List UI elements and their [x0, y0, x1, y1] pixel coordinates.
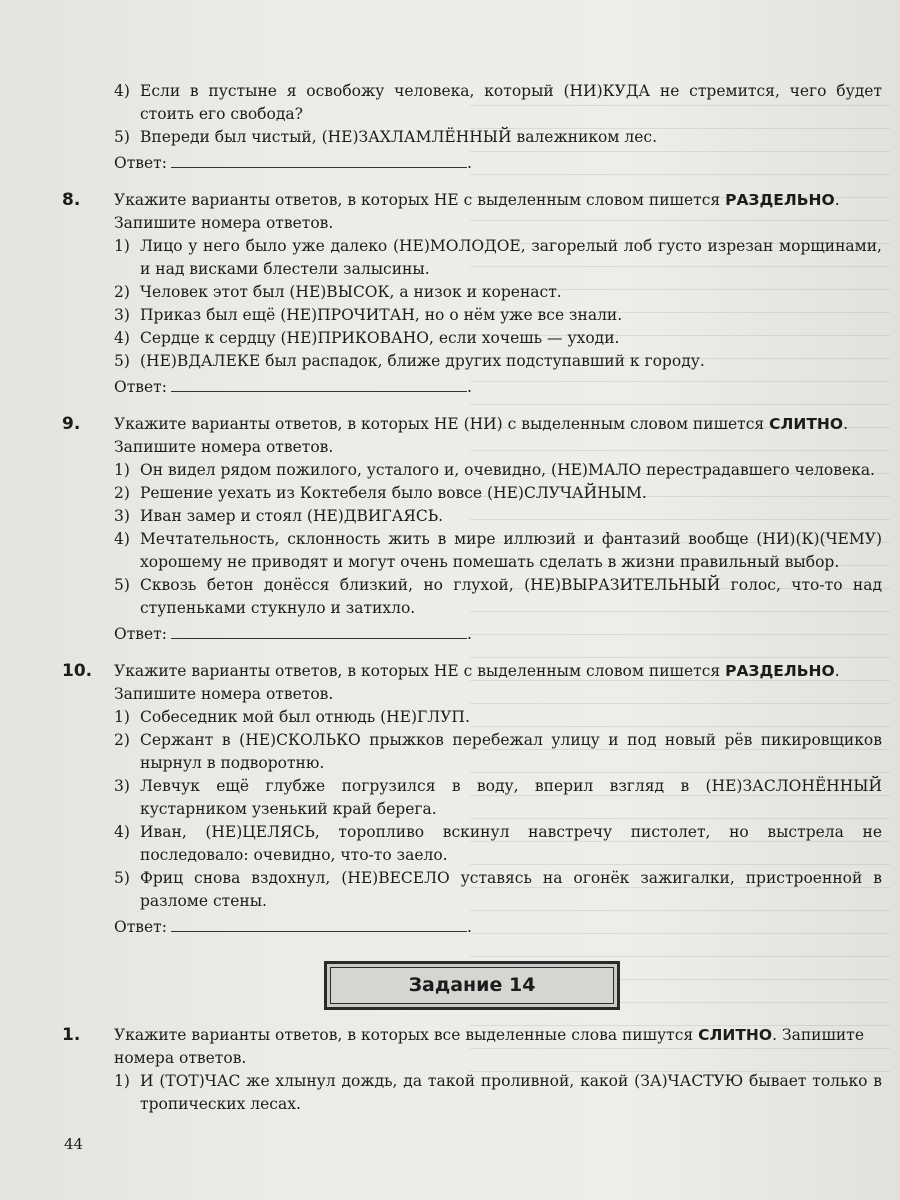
item-text: И (ТОТ)ЧАС же хлынул дождь, да такой проливной, какой (ЗА)ЧАСТУЮ бывает только в тропических лесах. [140, 1072, 882, 1113]
answer-line: Ответ: . [114, 625, 472, 643]
item-number: 2) [114, 731, 130, 749]
list-item [114, 126, 882, 149]
answer-label: Ответ: [114, 378, 167, 396]
item-number: 1) [114, 708, 130, 726]
item-text: Решение уехать из Коктебеля было вовсе (НЕ)СЛУЧАЙНЫМ. [140, 484, 647, 502]
item-text: Сердце к сердцу (НЕ)ПРИКОВАНО, если хочешь — уходи. [140, 329, 620, 347]
item-text: Он видел рядом пожилого, усталого и, очевидно, (НЕ)МАЛО перестрадавшего человека. [140, 461, 875, 479]
item-text: Собеседник мой был отнюдь (НЕ)ГЛУП. [140, 708, 470, 726]
item-number: 5) [114, 869, 130, 887]
item-text: Мечтательность, склонность жить в мире иллюзий и фантазий вообще (НИ)(К)(ЧЕМУ) хорошему не приводят и могут очень помешать сделать в жизни правильный выбор. [140, 530, 882, 571]
task-text: Укажите варианты ответов, в которых НЕ с выделенным словом пишется [114, 191, 726, 209]
task-text-end: . Запишите номера ответов. [114, 662, 840, 703]
item-text: Лицо у него было уже далеко (НЕ)МОЛОДОЕ, загорелый лоб густо изрезан морщинами, и над висками блестели залысины. [140, 237, 882, 278]
item-text: Иван замер и стоял (НЕ)ДВИГАЯСЬ. [140, 507, 444, 525]
list-item [114, 821, 882, 867]
item-text: Приказ был ещё (НЕ)ПРОЧИТАН, но о нём уже все знали. [140, 306, 623, 324]
question-task [62, 189, 882, 235]
question-number: 9. [62, 414, 81, 434]
question-9 [62, 413, 882, 646]
question-task [62, 413, 882, 459]
task-keyword: РАЗДЕЛЬНО [725, 662, 835, 680]
item-text: Если в пустыне я освобожу человека, который (НИ)КУДА не стремится, чего будет стоить его свобода? [140, 82, 882, 123]
item-text: Человек этот был (НЕ)ВЫСОК, а низок и коренаст. [140, 283, 562, 301]
item-text: Сержант в (НЕ)СКОЛЬКО прыжков перебежал улицу и под новый рёв пикировщиков нырнул в подворотню. [140, 731, 882, 772]
list-item [114, 327, 882, 350]
list-item [114, 482, 882, 505]
answer-label: Ответ: [114, 918, 167, 936]
answer-blank[interactable] [171, 153, 467, 168]
task-text: Укажите варианты ответов, в которых все выделенные слова пишутся [114, 1026, 699, 1044]
list-item [114, 528, 882, 574]
item-number: 2) [114, 484, 130, 502]
question-number: 8. [62, 190, 81, 210]
question-1 [62, 1024, 882, 1116]
item-number: 3) [114, 306, 130, 324]
task-keyword: РАЗДЕЛЬНО [725, 191, 835, 209]
page-number: 44 [64, 1135, 84, 1153]
list-item [114, 729, 882, 775]
item-number: 1) [114, 237, 130, 255]
item-text: Впереди был чистый, (НЕ)ЗАХЛАМЛЁННЫЙ валежником лес. [140, 128, 658, 146]
answer-line: Ответ: . [114, 154, 472, 172]
item-text: Фриц снова вздохнул, (НЕ)ВЕСЕЛО уставясь на огонёк зажигалки, пристроенной в разломе стены. [140, 869, 882, 910]
item-text: (НЕ)ВДАЛЕКЕ был распадок, ближе других подступавший к городу. [140, 352, 705, 370]
item-text: Левчук ещё глубже погрузился в воду, вперил взгляд в (НЕ)ЗАСЛОНЁННЫЙ кустарником узенький край берега. [140, 777, 882, 818]
item-text: Иван, (НЕ)ЦЕЛЯСЬ, торопливо вскинул навстречу пистолет, но выстрела не последовало: очевидно, что-то заело. [140, 823, 882, 864]
list-item [114, 1070, 882, 1116]
list-item [114, 459, 882, 482]
item-number: 3) [114, 777, 130, 795]
answer-blank[interactable] [171, 917, 467, 932]
question-number: 10. [62, 661, 93, 681]
answer-blank[interactable] [171, 624, 467, 639]
item-number: 5) [114, 352, 130, 370]
list-item [114, 235, 882, 281]
item-number: 3) [114, 507, 130, 525]
answer-line: Ответ: . [114, 378, 472, 396]
item-number: 4) [114, 530, 130, 548]
task-keyword: СЛИТНО [698, 1026, 773, 1044]
task-text-end: . Запишите номера ответов. [114, 415, 849, 456]
question-task [62, 1024, 882, 1070]
answer-line: Ответ: . [114, 918, 472, 936]
answer-label: Ответ: [114, 154, 167, 172]
item-number: 5) [114, 128, 130, 146]
list-item [114, 80, 882, 126]
page-content [62, 80, 882, 1116]
answer-label: Ответ: [114, 625, 167, 643]
item-number: 4) [114, 82, 130, 100]
item-number: 1) [114, 1072, 130, 1090]
section-heading-frame [324, 961, 621, 1010]
task-text-end: . Запишите номера ответов. [114, 1026, 864, 1067]
question-8 [62, 189, 882, 399]
question-number: 1. [62, 1025, 81, 1045]
question-10 [62, 660, 882, 939]
task-text: Укажите варианты ответов, в которых НЕ с выделенным словом пишется [114, 662, 726, 680]
answer-blank[interactable] [171, 377, 467, 392]
section-heading [62, 961, 882, 1010]
list-item [114, 574, 882, 620]
item-number: 4) [114, 329, 130, 347]
list-item [114, 706, 882, 729]
list-item [114, 350, 882, 373]
item-number: 1) [114, 461, 130, 479]
item-number: 5) [114, 576, 130, 594]
list-item [114, 775, 882, 821]
item-number: 2) [114, 283, 130, 301]
task-keyword: СЛИТНО [769, 415, 844, 433]
task-text: Укажите варианты ответов, в которых НЕ (НИ) с выделенным словом пишется [114, 415, 770, 433]
question-task [62, 660, 882, 706]
list-item [114, 505, 882, 528]
list-item [114, 281, 882, 304]
item-text: Сквозь бетон донёсся близкий, но глухой, (НЕ)ВЫРАЗИТЕЛЬНЫЙ голос, что-то над ступеньками стукнуло и затихло. [140, 576, 882, 617]
item-number: 4) [114, 823, 130, 841]
task-text-end: . Запишите номера ответов. [114, 191, 840, 232]
section-title: Задание 14 [330, 967, 615, 1004]
continuation-items [62, 80, 882, 175]
list-item [114, 867, 882, 913]
list-item [114, 304, 882, 327]
